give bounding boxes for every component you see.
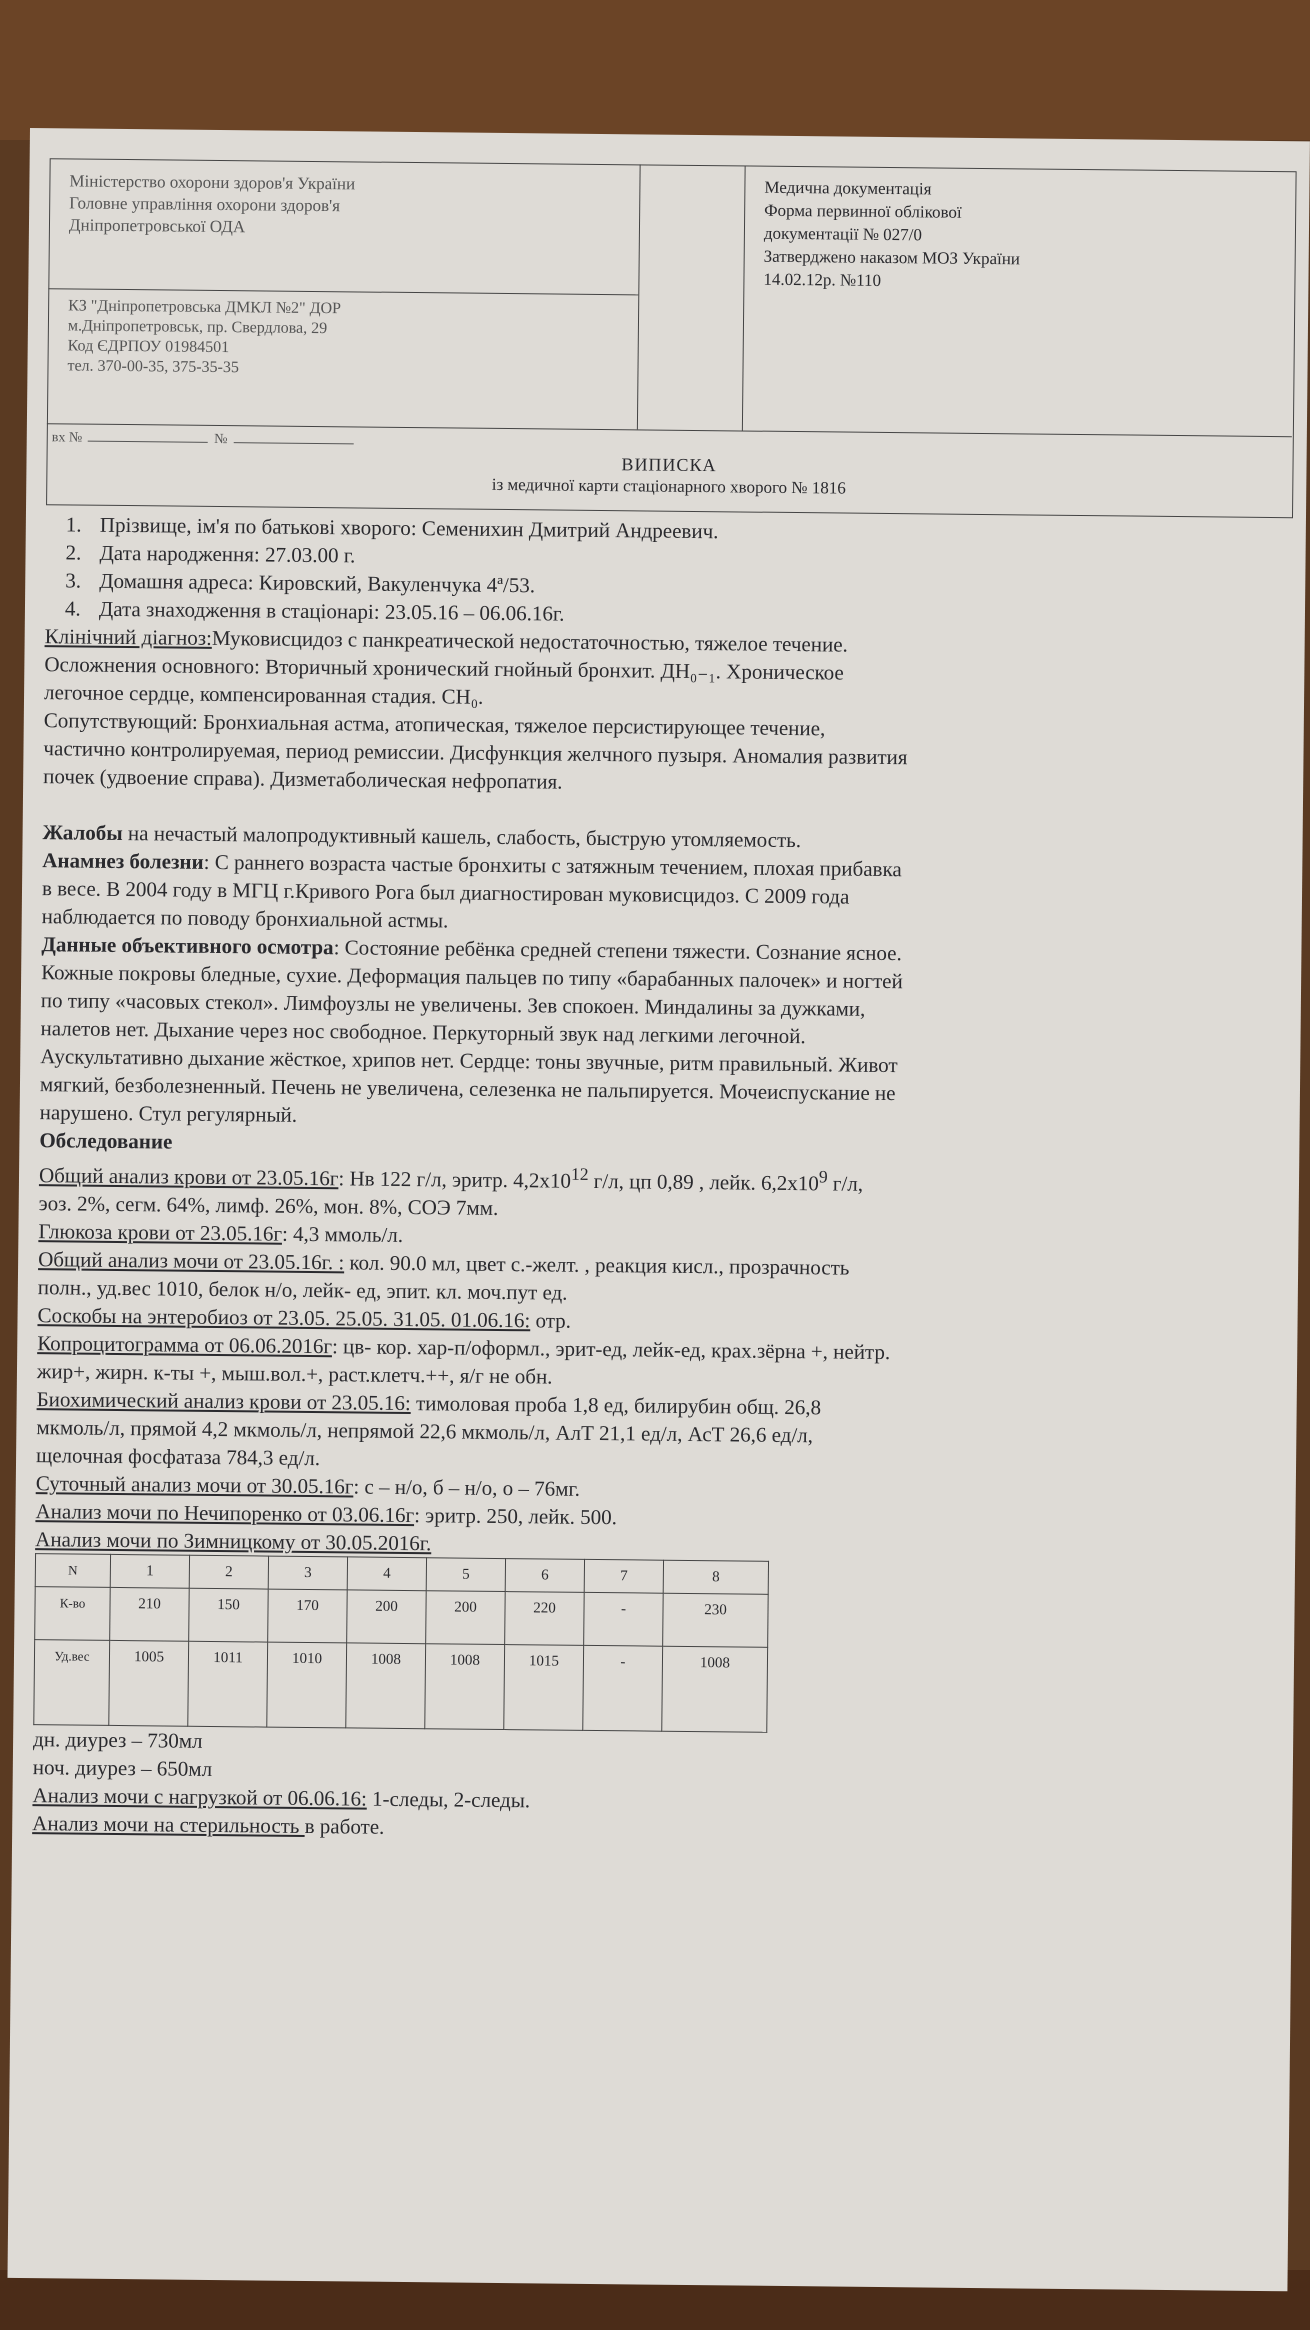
nechiporenko: Анализ мочи по Нечипоренко от 03.06.16г: эритр. 250, лейк. 500. bbox=[35, 1499, 618, 1530]
load-test: Анализ мочи с нагрузкой от 06.06.16: 1-следы, 2-следы. bbox=[32, 1783, 531, 1813]
zimnitsky-title: Анализ мочи по Зимницкому от 30.05.2016г. bbox=[35, 1527, 432, 1556]
anamnesis-line-2: в весе. В 2004 году в МГЦ г.Кривого Рога был диагностирован муковисцидоз. С 2009 года bbox=[41, 876, 850, 909]
item-address: 3. Домашня адреса: Кировский, Вакуленчука 4ª/53. bbox=[65, 568, 536, 598]
complications-line-1: Осложнения основного: Вторичный хронический гнойный бронхит. ДН₀₋₁. Хроническое bbox=[44, 652, 844, 685]
concomitant-line-1: Сопутствующий: Бронхиальная астма, атопическая, тяжелое персистирующее течение, bbox=[43, 708, 826, 741]
glucose: Глюкоза крови от 23.05.16г: 4,3 ммоль/л. bbox=[38, 1219, 404, 1247]
table-row: К-во 210 150 170 200 200 220 - 230 bbox=[35, 1587, 769, 1648]
complications-line-2: легочное сердце, компенсированная стадия. СН₀. bbox=[43, 680, 484, 709]
hospital-stamp-block: КЗ "Дніпропетровська ДМКЛ №2" ДОР м.Дніпропетровськ, пр. Свердлова, 29 Код ЄДРПОУ 01984501 тел. 370-00-35, 375-35-35 bbox=[67, 297, 342, 377]
exam-line-3: по типу «часовых стекол». Лимфоузлы не увеличены. Зев спокоен. Миндалины за дужками, bbox=[40, 988, 866, 1021]
exam-line-7: нарушено. Стул регулярный. bbox=[39, 1100, 298, 1127]
document-body bbox=[32, 510, 1306, 1850]
clinical-diagnosis: Клінічний діагноз:Муковисцидоз с панкреатической недостаточностью, тяжелое течение. bbox=[44, 624, 848, 657]
enterobiosis: Соскобы на энтеробиоз от 23.05. 25.05. 31.05. 01.06.16: отр. bbox=[37, 1303, 572, 1333]
biochem-line-2: мкмоль/л, прямой 4,2 мкмоль/л, непрямой 22,6 мкмоль/л, АлТ 21,1 ед/л, АсТ 26,6 ед/л, bbox=[36, 1415, 814, 1448]
medical-doc-block: Медична документація Форма первинної облікової документації № 027/0 Затверджено наказом МОЗ України 14.02.12р. №110 bbox=[763, 177, 1021, 290]
exam-line-2: Кожные покровы бледные, сухие. Деформация пальцев по типу «барабанных палочек» и ногтей bbox=[41, 960, 903, 994]
concomitant-line-3: почек (удвоение справа). Дизметаболическая нефропатия. bbox=[43, 764, 563, 794]
exam-line-4: налетов нет. Дыхание через нос свободное. Перкуторный звук над легкими легочной. bbox=[40, 1016, 806, 1049]
document-subtitle: із медичної карти стаціонарного хворого № 1816 bbox=[491, 474, 846, 498]
exam-line-1: Данные объективного осмотра: Состояние ребёнка средней степени тяжести. Сознание ясное. bbox=[41, 932, 902, 966]
background-wall bbox=[0, 0, 1310, 140]
copro-line-2: жир+, жирн. к-ты +, мыш.вол.+, раст.клетч.++, я/г не обн. bbox=[36, 1359, 553, 1389]
anamnesis-line-1: Анамнез болезни: С раннего возраста частые бронхиты с затяжным течением, плохая прибавка bbox=[42, 848, 902, 882]
concomitant-line-2: частично контролируемая, период ремиссии. Дисфункция желчного пузыря. Аномалия развития bbox=[43, 736, 908, 770]
anamnesis-line-3: наблюдается по поводу бронхиальной астмы. bbox=[41, 904, 449, 933]
urine-line-2: полн., уд.вес 1010, белок н/о, лейк- ед, эпит. кл. моч.пут ед. bbox=[37, 1275, 568, 1305]
item-birth-date: 2. Дата народження: 27.03.00 г. bbox=[65, 540, 356, 568]
item-patient-name: 1. Прізвище, ім'я по батькові хворого: Семенихин Дмитрий Андреевич. bbox=[65, 512, 719, 544]
document-page bbox=[7, 128, 1309, 2291]
exam-line-5: Аускультативно дыхание жёсткое, хрипов нет. Сердце: тоны звучные, ритм правильный. Живот bbox=[40, 1044, 898, 1078]
table-row: Уд.вес 1005 1011 1010 1008 1008 1015 - 1008 bbox=[34, 1640, 768, 1733]
table-row: N 1 2 3 4 5 6 7 8 bbox=[35, 1554, 768, 1595]
cbc-line-1: Общий анализ крови от 23.05.16г: Нв 122 г/л, эритр. $4,2х10^{12}$ г/л, цп 0,89 , лейк. $6,2х10^9$ г/л, bbox=[38, 1163, 864, 1196]
urine-line-1: Общий анализ мочи от 23.05.16г. : кол. 90.0 мл, цвет с.-желт. , реакция кисл., прозрачность bbox=[38, 1247, 850, 1280]
registration-number: вх № № bbox=[52, 430, 360, 449]
ministry-block: Міністерство охорони здоров'я України Головне управління охорони здоров'я Дніпропетровської ОДА bbox=[68, 171, 356, 237]
complaints: Жалобы на нечастый малопродуктивный кашель, слабость, быструю утомляемость. bbox=[42, 820, 802, 853]
document-title: ВИПИСКА bbox=[621, 454, 717, 476]
investigation-title: Обследование bbox=[39, 1128, 173, 1154]
zimnitsky-table bbox=[33, 1553, 769, 1733]
day-diuresis: дн. диурез – 730мл bbox=[33, 1727, 203, 1753]
copro-line-1: Копроцитограмма от 06.06.2016г: цв- кор. хар-п/оформл., эрит-ед, лейк-ед, крах.зёрна +, нейтр. bbox=[37, 1331, 891, 1365]
night-diuresis: ноч. диурез – 650мл bbox=[32, 1755, 213, 1781]
daily-urine: Суточный анализ мочи от 30.05.16г: с – н/о, б – н/о, о – 76мг. bbox=[35, 1471, 581, 1501]
item-stay-dates: 4. Дата знаходження в стаціонарі: 23.05.16 – 06.06.16г. bbox=[64, 596, 565, 626]
biochem-line-1: Биохимический анализ крови от 23.05.16: тимоловая проба 1,8 ед, билирубин общ. 26,8 bbox=[36, 1387, 822, 1420]
exam-line-6: мягкий, безболезненный. Печень не увеличена, селезенка не пальпируется. Мочеиспускание не bbox=[39, 1072, 896, 1106]
cbc-line-2: эоз. 2%, сегм. 64%, лимф. 26%, мон. 8%, СОЭ 7мм. bbox=[38, 1191, 499, 1220]
biochem-line-3: щелочная фосфатаза 784,3 ед/л. bbox=[35, 1443, 321, 1471]
sterility-test: Анализ мочи на стерильность в работе. bbox=[32, 1811, 385, 1839]
